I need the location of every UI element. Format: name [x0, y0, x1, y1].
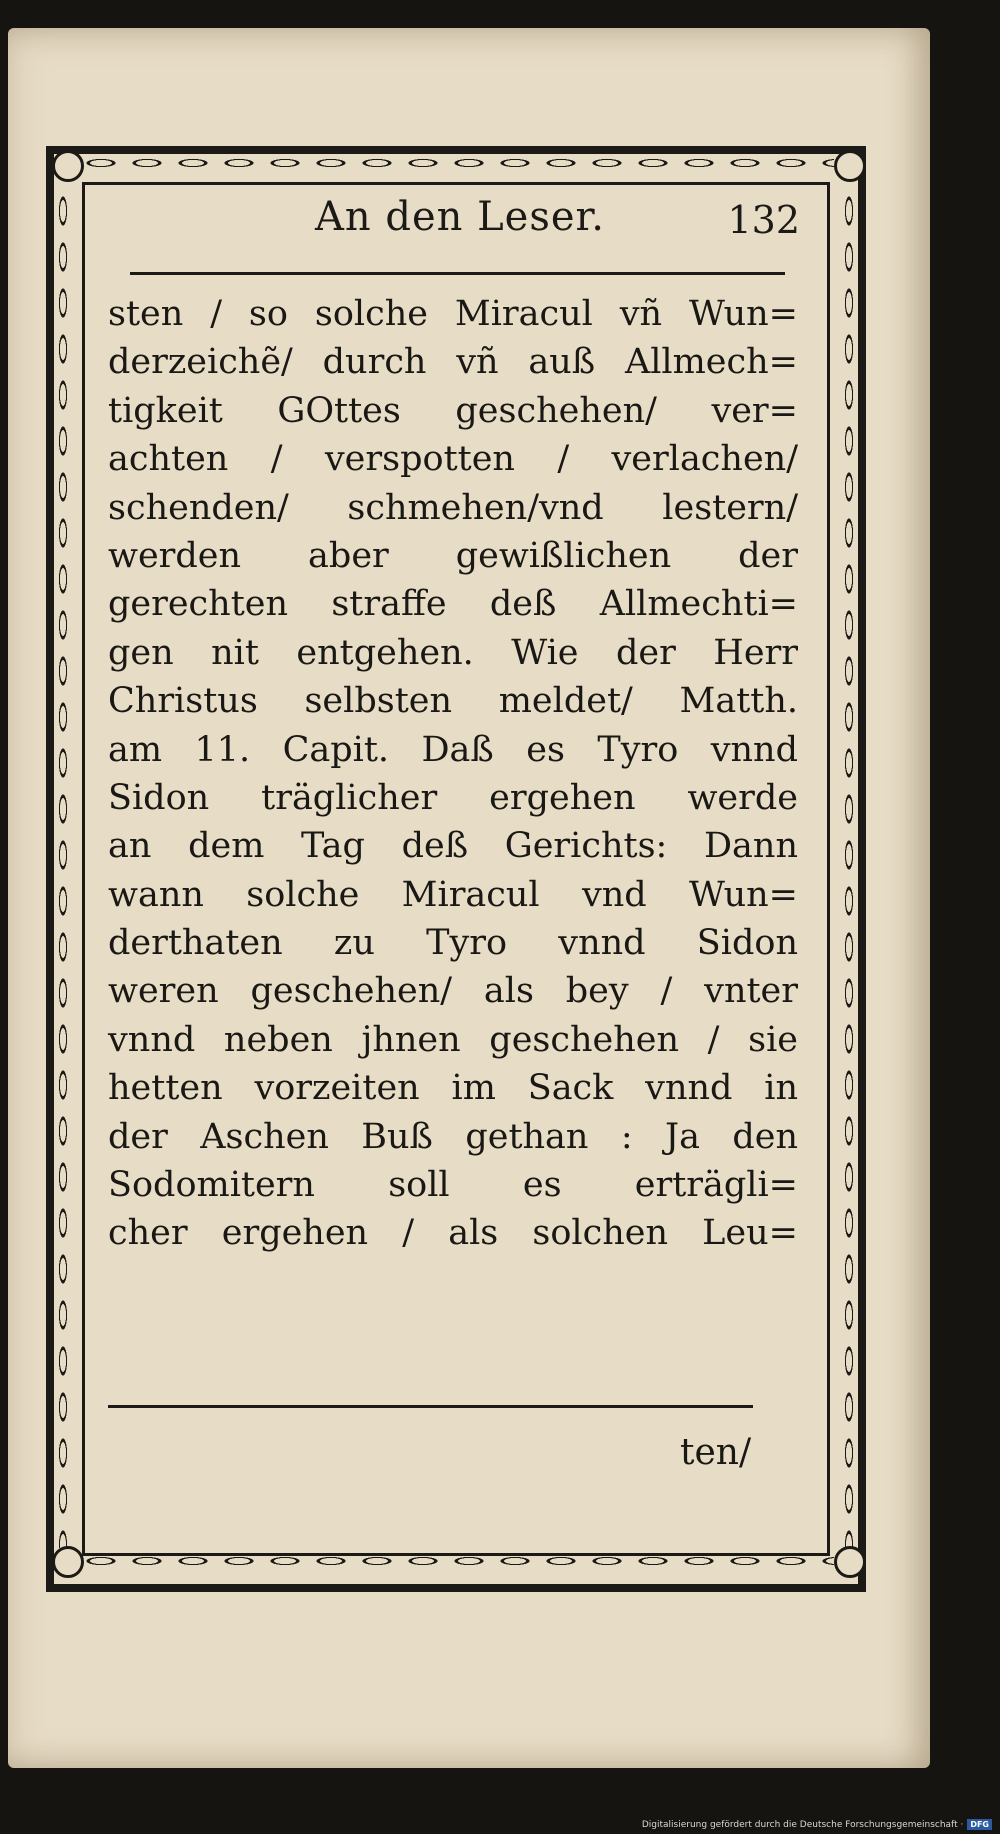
- frame-chain-left: [56, 188, 70, 1548]
- text-line: tigkeit GOttes geschehen/ ver=: [108, 390, 798, 431]
- text-line: hetten vorzeiten im Sack vnnd in: [108, 1068, 798, 1109]
- footer-rule: [108, 1405, 753, 1408]
- dfg-logo: DFG: [967, 1819, 992, 1830]
- text-line: Christus selbsten meldet/ Matth.: [108, 681, 798, 722]
- frame-corner-ornament: [834, 1546, 866, 1578]
- text-line: achten / verspotten / verlachen/: [108, 439, 798, 480]
- digitization-credit: [642, 1819, 992, 1830]
- text-line: sten / so solche Miracul vñ Wun=: [108, 294, 798, 334]
- body-text: [108, 290, 798, 1258]
- text-line: cher ergehen / als solchen Leu=: [108, 1213, 798, 1254]
- header-rule: [130, 272, 785, 275]
- frame-corner-ornament: [52, 150, 84, 182]
- text-line: Sidon träglicher ergehen werde: [108, 777, 798, 818]
- page-header: [110, 190, 800, 250]
- page-number: 132: [727, 198, 800, 242]
- frame-chain-right: [842, 188, 856, 1548]
- text-line: an dem Tag deß Gerichts: Dann: [108, 826, 798, 867]
- text-line: wann solche Miracul vnd Wun=: [108, 874, 798, 915]
- frame-chain-top: [78, 156, 834, 170]
- text-line: vnnd neben jhnen geschehen / sie: [108, 1019, 798, 1060]
- frame-chain-bottom: [78, 1554, 834, 1568]
- text-line: schenden/ schmehen/vnd lestern/: [108, 487, 798, 528]
- text-line: werden aber gewißlichen der: [108, 535, 798, 576]
- frame-corner-ornament: [52, 1546, 84, 1578]
- text-line: der Aschen Buß gethan : Ja den: [108, 1116, 798, 1157]
- credit-text: Digitalisierung gefördert durch die Deutsche Forschungsgemeinschaft ·: [641, 1819, 964, 1830]
- text-line: weren geschehen/ als bey / vnter: [108, 971, 798, 1012]
- text-line: Sodomitern soll es erträgli=: [108, 1165, 798, 1206]
- frame-corner-ornament: [834, 150, 866, 182]
- text-line: am 11. Capit. Daß es Tyro vnnd: [108, 729, 798, 770]
- running-title: An den Leser.: [315, 194, 605, 240]
- text-line: gerechten straffe deß Allmechti=: [108, 584, 798, 625]
- text-line: derthaten zu Tyro vnnd Sidon: [108, 923, 798, 964]
- catchword: ten/: [680, 1432, 752, 1473]
- text-line: gen nit entgehen. Wie der Herr: [108, 632, 798, 673]
- text-line: derzeichẽ/ durch vñ auß Allmech=: [108, 342, 798, 383]
